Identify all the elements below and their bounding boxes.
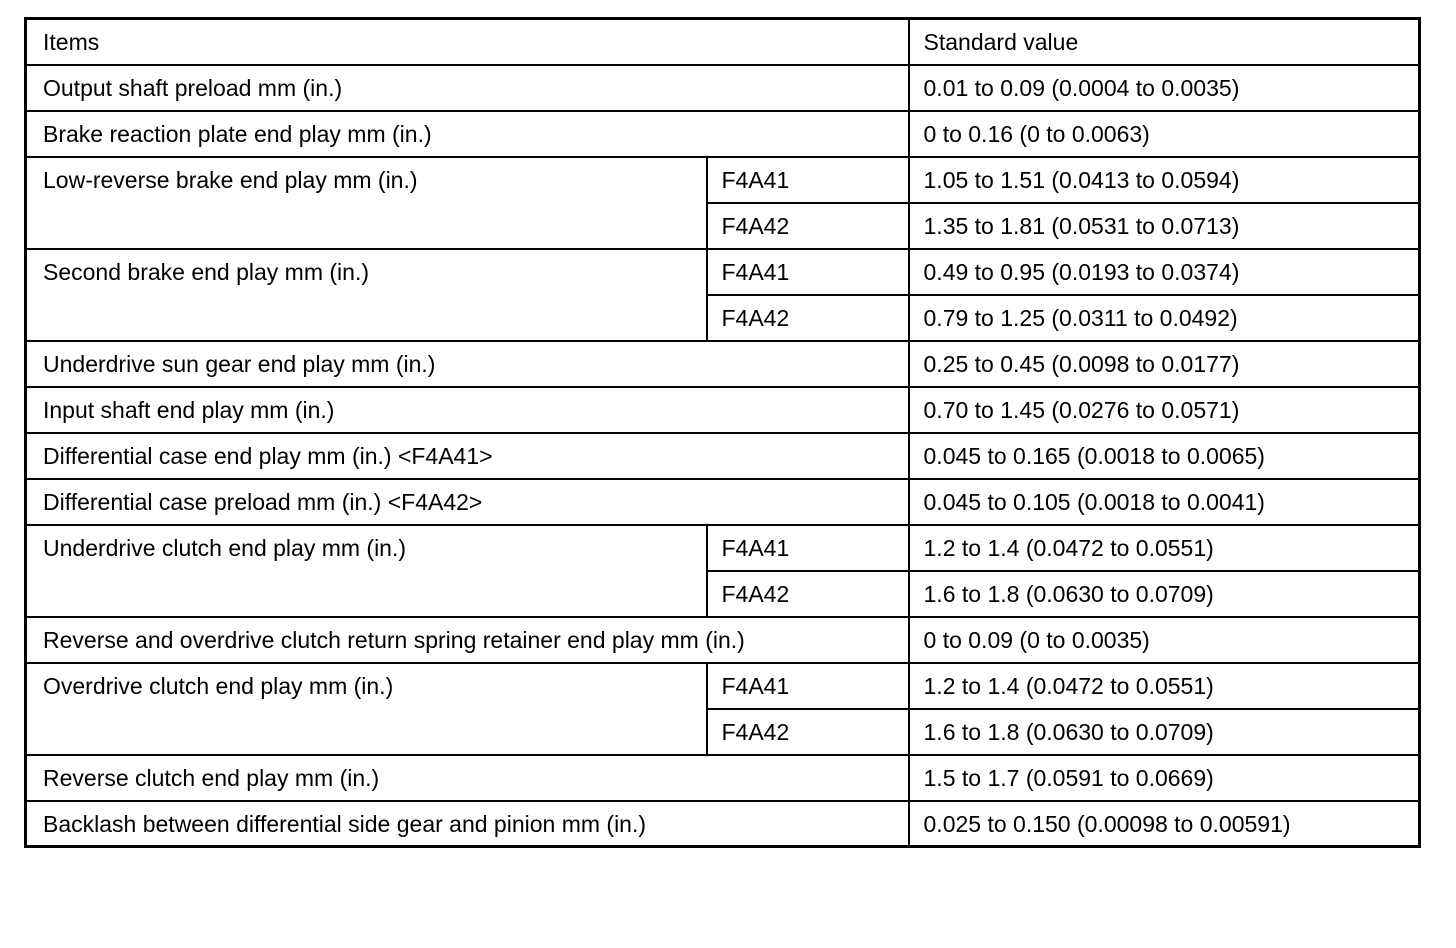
item-cell: Reverse and overdrive clutch return spring retainer end play mm (in.) [26,617,909,663]
table-row [26,617,1420,663]
standard-value-cell: 0 to 0.09 (0 to 0.0035) [909,617,1420,663]
standard-value-cell: 0.045 to 0.105 (0.0018 to 0.0041) [909,479,1420,525]
table-row [26,249,1420,295]
item-cell: Differential case preload mm (in.) <F4A42> [26,479,909,525]
standard-value-cell: 0.25 to 0.45 (0.0098 to 0.0177) [909,341,1420,387]
header-standard-value: Standard value [909,19,1420,65]
item-cell: Underdrive clutch end play mm (in.) [26,525,707,617]
table-row [26,755,1420,801]
model-cell: F4A41 [707,157,909,203]
model-cell: F4A42 [707,295,909,341]
table-row [26,663,1420,709]
standard-value-cell: 0.79 to 1.25 (0.0311 to 0.0492) [909,295,1420,341]
table-row [26,111,1420,157]
standard-value-cell: 1.6 to 1.8 (0.0630 to 0.0709) [909,709,1420,755]
item-cell: Backlash between differential side gear and pinion mm (in.) [26,801,909,847]
item-cell: Input shaft end play mm (in.) [26,387,909,433]
table-row [26,801,1420,847]
standard-value-cell: 0.49 to 0.95 (0.0193 to 0.0374) [909,249,1420,295]
item-cell: Second brake end play mm (in.) [26,249,707,341]
item-cell: Low-reverse brake end play mm (in.) [26,157,707,249]
standard-value-cell: 1.05 to 1.51 (0.0413 to 0.0594) [909,157,1420,203]
model-cell: F4A42 [707,709,909,755]
model-cell: F4A42 [707,203,909,249]
item-cell: Overdrive clutch end play mm (in.) [26,663,707,755]
table-row [26,157,1420,203]
standard-value-cell: 0.01 to 0.09 (0.0004 to 0.0035) [909,65,1420,111]
item-cell: Reverse clutch end play mm (in.) [26,755,909,801]
table-body [26,65,1420,847]
standard-value-cell: 1.5 to 1.7 (0.0591 to 0.0669) [909,755,1420,801]
table-row [26,525,1420,571]
table-row [26,479,1420,525]
table-row [26,433,1420,479]
model-cell: F4A42 [707,571,909,617]
standard-value-cell: 0.025 to 0.150 (0.00098 to 0.00591) [909,801,1420,847]
item-cell: Output shaft preload mm (in.) [26,65,909,111]
standard-value-cell: 0.70 to 1.45 (0.0276 to 0.0571) [909,387,1420,433]
standard-value-cell: 1.2 to 1.4 (0.0472 to 0.0551) [909,525,1420,571]
table-header-row [26,19,1420,65]
table-row [26,387,1420,433]
model-cell: F4A41 [707,249,909,295]
standard-value-cell: 0 to 0.16 (0 to 0.0063) [909,111,1420,157]
table-row [26,65,1420,111]
item-cell: Brake reaction plate end play mm (in.) [26,111,909,157]
standard-value-cell: 1.35 to 1.81 (0.0531 to 0.0713) [909,203,1420,249]
standard-value-cell: 1.6 to 1.8 (0.0630 to 0.0709) [909,571,1420,617]
standard-value-table [24,17,1421,848]
header-items: Items [26,19,909,65]
standard-value-cell: 1.2 to 1.4 (0.0472 to 0.0551) [909,663,1420,709]
table-row [26,341,1420,387]
item-cell: Differential case end play mm (in.) <F4A41> [26,433,909,479]
model-cell: F4A41 [707,663,909,709]
model-cell: F4A41 [707,525,909,571]
item-cell: Underdrive sun gear end play mm (in.) [26,341,909,387]
standard-value-cell: 0.045 to 0.165 (0.0018 to 0.0065) [909,433,1420,479]
